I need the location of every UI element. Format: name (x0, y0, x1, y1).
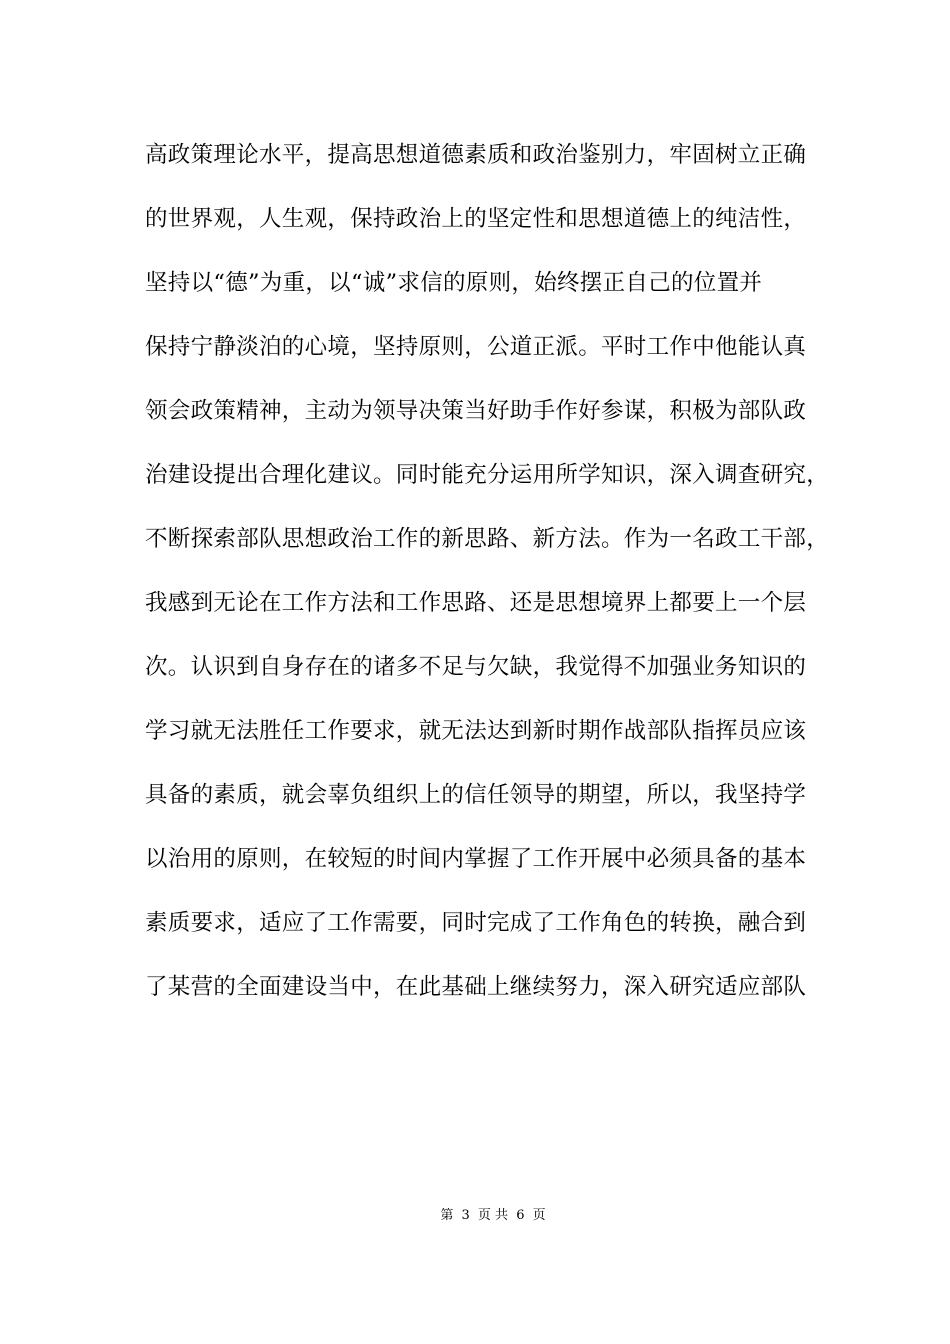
text-line: 高政策理论水平，提高思想道德素质和政治鉴别力，牢固树立正确 (145, 142, 807, 168)
text-line: 治建设提出合理化建议。同时能充分运用所学知识，深入调查研究， (145, 462, 830, 488)
text-line: 素质要求，适应了工作需要，同时完成了工作角色的转换，融合到 (145, 910, 807, 936)
text-line: 了某营的全面建设当中，在此基础上继续努力，深入研究适应部队 (145, 974, 807, 1000)
text-line: 具备的素质，就会辜负组织上的信任领导的期望，所以，我坚持学 (145, 782, 807, 808)
body-text (145, 133, 835, 1029)
footer-prefix: 第 (440, 1208, 454, 1223)
total-pages-number: 6 (516, 1208, 525, 1223)
text-line: 我感到无论在工作方法和工作思路、还是思想境界上都要上一个层 (145, 590, 807, 616)
page-footer (0, 1206, 950, 1226)
current-page-number: 3 (461, 1208, 470, 1223)
text-line: 以治用的原则，在较短的时间内掌握了工作开展中必须具备的基本 (145, 846, 807, 872)
text-line: 领会政策精神，主动为领导决策当好助手作好参谋，积极为部队政 (145, 398, 807, 424)
text-line: 不断探索部队思想政治工作的新思路、新方法。作为一名政工干部， (145, 526, 830, 552)
footer-middle: 页 共 (477, 1208, 509, 1223)
text-line: 坚持以“德”为重，以“诚”求信的原则，始终摆正自己的位置并 (145, 270, 763, 296)
text-line: 的世界观，人生观，保持政治上的坚定性和思想道德上的纯洁性， (145, 206, 807, 232)
text-line: 学习就无法胜任工作要求，就无法达到新时期作战部队指挥员应该 (145, 718, 807, 744)
text-line: 保持宁静淡泊的心境，坚持原则，公道正派。平时工作中他能认真 (145, 334, 807, 360)
footer-suffix: 页 (532, 1208, 546, 1223)
text-line: 次。认识到自身存在的诸多不足与欠缺，我觉得不加强业务知识的 (145, 654, 807, 680)
